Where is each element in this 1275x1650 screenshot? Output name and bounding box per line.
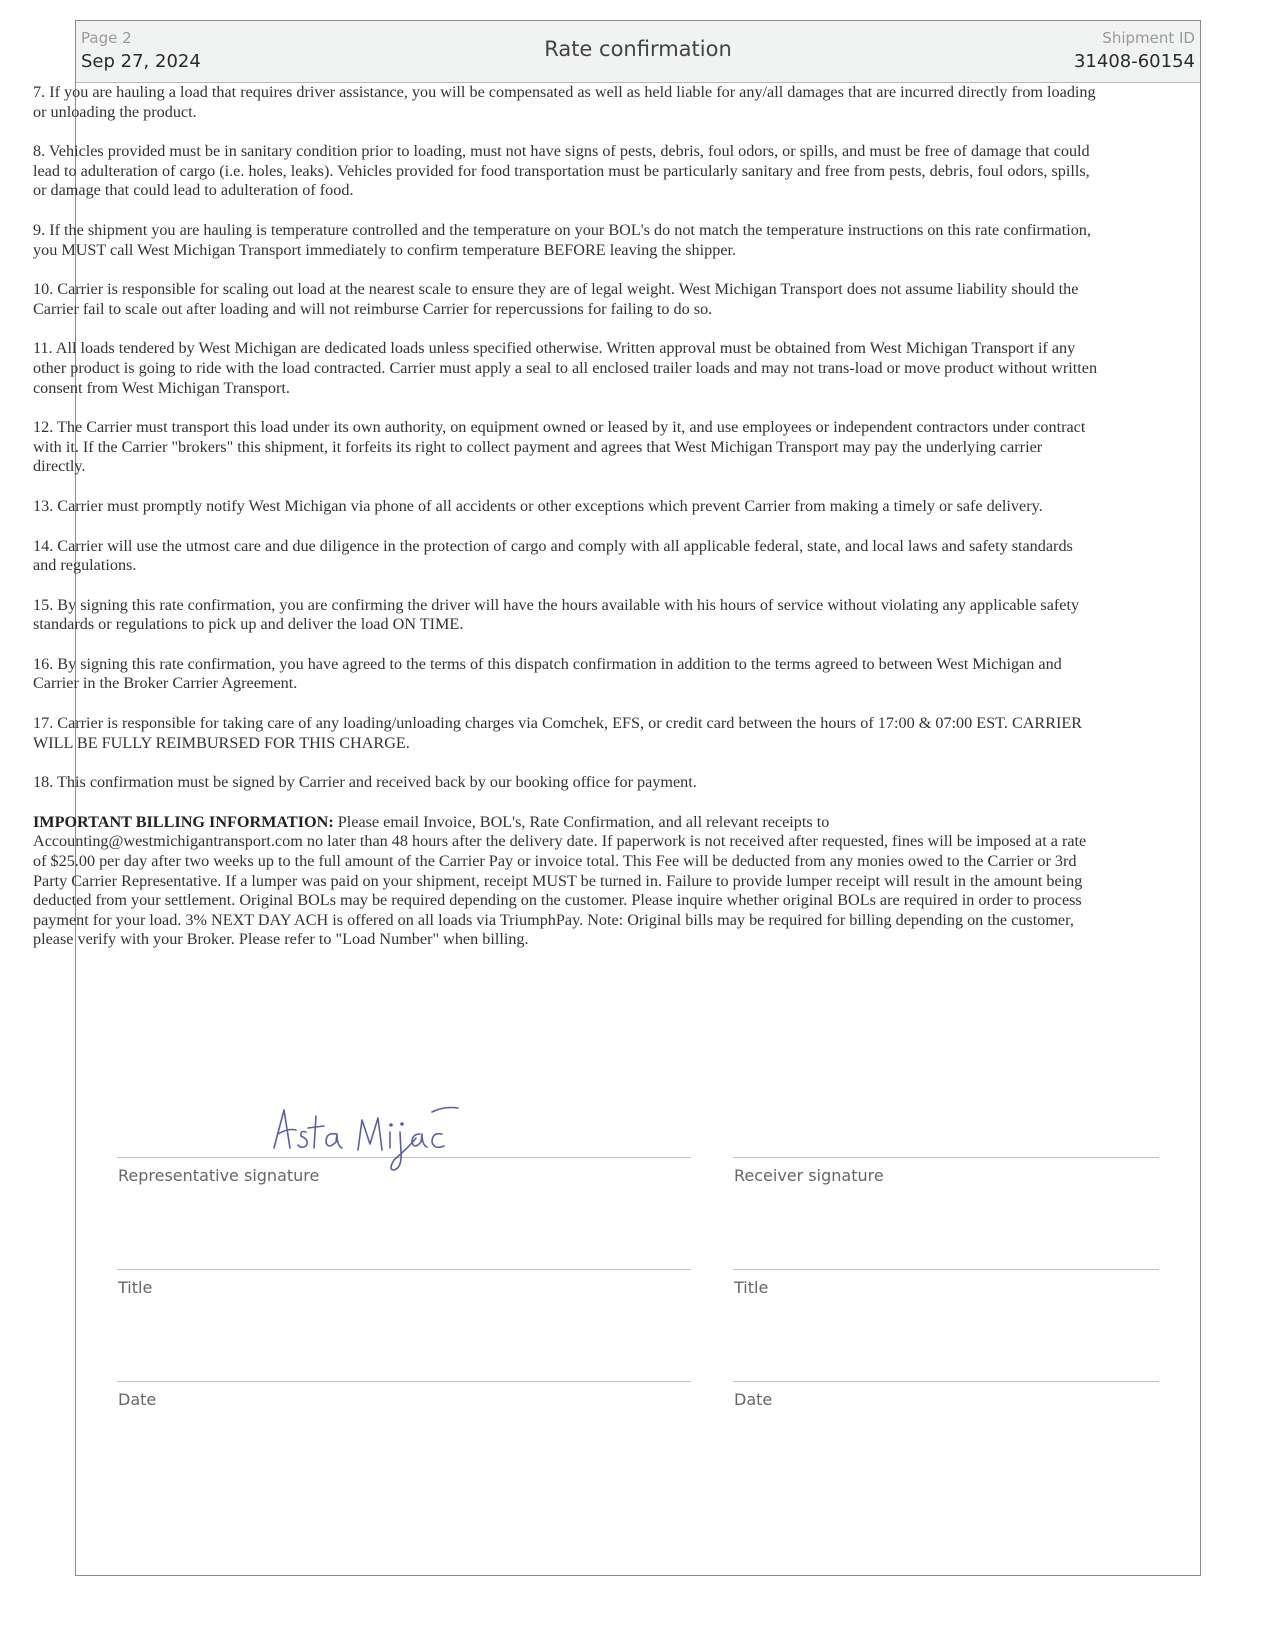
term-17: 17. Carrier is responsible for taking care of any loading/unloading charges via Comchek, EFS, or credit card between the hours of 17:00 & 07:00 EST. CARRIER WILL BE FULLY REIMBURSED FOR THIS CHARGE. (33, 714, 1083, 752)
term-15: 15. By signing this rate confirmation, you are confirming the driver will have the hours available with his hours of service without violating any applicable safety standards or regulations to pick up and deliver the load ON TIME. (33, 595, 1080, 634)
billing-heading: IMPORTANT BILLING INFORMATION: (33, 812, 334, 831)
header-right (1074, 28, 1195, 76)
receiver-date-label: Date (734, 1390, 773, 1409)
representative-date-line[interactable] (117, 1381, 691, 1382)
term-10: 10. Carrier is responsible for scaling out load at the nearest scale to ensure they are of legal weight. West Michigan Transport does not assume liability should the Carrier fail to scale out after loading and will not reimburse Carrier for repercussions for failing to do so. (33, 280, 1079, 318)
term-18: 18. This confirmation must be signed by Carrier and received back by our booking office for payment. (33, 773, 697, 792)
document-title: Rate confirmation (544, 37, 732, 61)
representative-signature-label: Representative signature (118, 1166, 320, 1185)
shipment-id-value: 31408-60154 (1073, 51, 1195, 72)
receiver-title-label: Title (734, 1278, 769, 1297)
representative-title-line[interactable] (117, 1269, 691, 1270)
receiver-signature-label: Receiver signature (734, 1166, 884, 1185)
billing-text: Please email Invoice, BOL's, Rate Confirmation, and all relevant receipts to Accounting@westmichigantransport.com no later than 48 hours after the delivery date. If paperwork is not received after requested, fines will be imposed at a rate of $25.00 per day after two weeks up to the full amount of the Carrier Pay or invoice total. This Fee will be deducted from any monies owed to the Carrier or 3rd Party Carrier Representative. If a lumper was paid on your shipment, receipt MUST be turned in. Failure to provide lumper receipt will result in the amount being deducted from your settlement. Original BOLs may be required depending on the customer. Please inquire whether original BOLs are required in order to process payment for your load. 3% NEXT DAY ACH is offered on all loads via TriumphPay. Note: Original bills may be required for billing depending on the customer, please verify with your Broker. Please refer to "Load Number" when billing. (33, 812, 1087, 949)
representative-title-label: Title (118, 1278, 153, 1297)
receiver-title-line[interactable] (733, 1269, 1159, 1270)
term-9: 9. If the shipment you are hauling is temperature controlled and the temperature on your BOL's do not match the temperature instructions on this rate confirmation, you MUST call West Michigan Transport immediately to confirm temperature BEFORE leaving the shipper. (33, 220, 1091, 259)
term-7: 7. If you are hauling a load that requires driver assistance, you will be compensated as well as held liable for any/all damages that are incurred directly from loading or unloading the product. (33, 83, 1096, 121)
receiver-signature-line[interactable] (733, 1157, 1159, 1158)
term-12: 12. The Carrier must transport this load under its own authority, on equipment owned or leased by it, and use employees or independent contractors under contract with it. If the Carrier "brokers" this shipment, it forfeits its right to collect payment and agrees that West Michigan Transport may pay the underlying carrier directly. (33, 418, 1086, 476)
page-header (76, 21, 1200, 83)
term-13: 13. Carrier must promptly notify West Michigan via phone of all accidents or other exceptions which prevent Carrier from making a timely or safe delivery. (33, 496, 1043, 515)
document-date: Sep 27, 2024 (81, 51, 201, 72)
terms-section (33, 83, 1098, 970)
receiver-date-line[interactable] (733, 1381, 1159, 1382)
billing-information (33, 813, 1098, 950)
shipment-id-label: Shipment ID (1102, 29, 1195, 47)
term-16: 16. By signing this rate confirmation, you have agreed to the terms of this dispatch confirmation in addition to the terms agreed to between West Michigan and Carrier in the Broker Carrier Agreement. (33, 654, 1062, 693)
term-8: 8. Vehicles provided must be in sanitary condition prior to loading, must not have signs of pests, debris, foul odors, or spills, and must be free of damage that could lead to adulteration of cargo (i.e. holes, leaks). Vehicles provided for food transportation must be particularly sanitary and free from pests, debris, foul odors, spills, or damage that could lead to adulteration of food. (33, 142, 1090, 200)
representative-date-label: Date (118, 1390, 157, 1409)
term-11: 11. All loads tendered by West Michigan are dedicated loads unless specified otherwise. Written approval must be obtained from West Michigan Transport if any other product is going to ride with the load contracted. Carrier must apply a seal to all enclosed trailer loads and may not trans-load or move product without written consent from West Michigan Transport. (33, 339, 1098, 397)
page-number: Page 2 (81, 29, 132, 47)
handwritten-signature (270, 1098, 470, 1178)
term-14: 14. Carrier will use the utmost care and due diligence in the protection of cargo and comply with all applicable federal, state, and local laws and safety standards and regulations. (33, 536, 1073, 575)
